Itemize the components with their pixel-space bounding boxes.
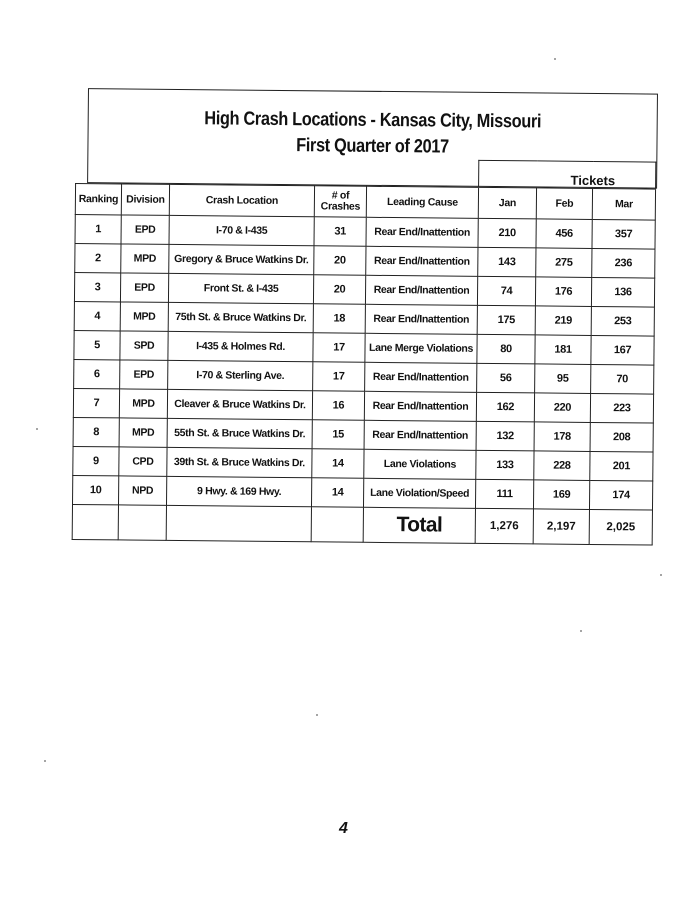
cell-mar: 136: [591, 277, 654, 307]
col-header-feb: Feb: [536, 188, 592, 220]
crashes-header-line2: Crashes: [320, 200, 361, 213]
cell-location: I-70 & Sterling Ave.: [168, 360, 313, 390]
cell-feb: 178: [534, 422, 590, 452]
cell-crashes: 17: [313, 362, 365, 391]
cell-cause: Rear End/Inattention: [365, 362, 477, 392]
cell-crashes: 20: [314, 246, 366, 275]
cell-location: I-70 & I-435: [169, 215, 314, 245]
cell-mar: 223: [590, 393, 653, 423]
col-header-cause: Leading Cause: [366, 186, 478, 218]
total-jan: 1,276: [475, 508, 533, 544]
cell-division: NPD: [118, 476, 166, 505]
cell-crashes: 17: [313, 333, 365, 362]
cell-crashes: 18: [313, 304, 365, 333]
crash-report-document: [72, 88, 658, 556]
cell-division: EPD: [120, 360, 168, 389]
cell-cause: Rear End/Inattention: [366, 217, 478, 247]
cell-mar: 70: [591, 364, 654, 394]
cell-rank: 1: [75, 214, 121, 243]
scan-speck: [316, 714, 318, 716]
scan-speck: [554, 58, 556, 60]
cell-rank: 5: [74, 330, 120, 359]
cell-location: Gregory & Bruce Watkins Dr.: [169, 244, 314, 274]
scan-speck: [44, 760, 46, 762]
cell-jan: 111: [475, 479, 533, 509]
cell-rank: 2: [75, 243, 121, 272]
scan-speck: [660, 574, 662, 576]
col-header-crashes: [314, 186, 366, 217]
cell-location: Front St. & I-435: [168, 273, 313, 303]
cell-mar: 208: [590, 422, 653, 452]
cell-mar: 357: [592, 219, 655, 249]
cell-mar: 167: [591, 335, 654, 365]
total-mar: 2,025: [589, 509, 652, 545]
cell-division: CPD: [119, 447, 167, 476]
cell-division: EPD: [120, 273, 168, 302]
cell-feb: 176: [535, 277, 591, 307]
cell-jan: 162: [476, 392, 534, 422]
cell-jan: 175: [477, 305, 535, 335]
col-header-ranking: Ranking: [75, 184, 121, 215]
crash-locations-table: [72, 156, 657, 546]
cell-jan: 80: [477, 334, 535, 364]
col-header-location: Crash Location: [169, 184, 314, 216]
cell-feb: 95: [535, 364, 591, 394]
cell-jan: 133: [476, 450, 534, 480]
cell-feb: 220: [534, 393, 590, 423]
cell-crashes: 16: [312, 391, 364, 420]
cell-rank: 9: [73, 446, 119, 475]
cell-feb: 219: [535, 306, 591, 336]
report-subtitle: First Quarter of 2017: [296, 135, 449, 158]
cell-rank: 7: [73, 388, 119, 417]
cell-division: MPD: [119, 418, 167, 447]
cell-cause: Rear End/Inattention: [365, 275, 477, 305]
crashes-header-line1: # of: [331, 189, 350, 202]
col-header-jan: Jan: [478, 187, 536, 219]
cell-division: SPD: [120, 331, 168, 360]
cell-jan: 143: [478, 247, 536, 277]
cell-cause: Rear End/Inattention: [366, 246, 478, 276]
cell-feb: 181: [535, 335, 591, 365]
cell-cause: Lane Violation/Speed: [363, 478, 475, 508]
cell-location: Cleaver & Bruce Watkins Dr.: [167, 389, 312, 419]
cell-mar: 253: [591, 306, 654, 336]
scan-speck: [580, 630, 582, 632]
cell-rank: 4: [74, 301, 120, 330]
cell-mar: 174: [589, 480, 652, 510]
cell-cause: Lane Merge Violations: [365, 333, 477, 363]
cell-rank: 6: [74, 359, 120, 388]
cell-division: MPD: [121, 244, 169, 273]
cell-location: I-435 & Holmes Rd.: [168, 331, 313, 361]
cell-cause: Rear End/Inattention: [364, 420, 476, 450]
cell-rank: 3: [74, 272, 120, 301]
cell-jan: 132: [476, 421, 534, 451]
report-title: High Crash Locations - Kansas City, Missouri: [204, 108, 542, 133]
cell-feb: 275: [536, 248, 592, 278]
scan-speck: [36, 428, 38, 430]
total-feb: 2,197: [533, 509, 589, 545]
cell-mar: 236: [592, 248, 655, 278]
total-label: Total: [363, 507, 475, 543]
cell-jan: 210: [478, 218, 536, 248]
cell-jan: 74: [477, 276, 535, 306]
cell-location: 75th St. & Bruce Watkins Dr.: [168, 302, 313, 332]
cell-crashes: 15: [312, 420, 364, 449]
cell-feb: 456: [536, 219, 592, 249]
cell-crashes: 20: [313, 275, 365, 304]
cell-mar: 201: [590, 451, 653, 481]
tickets-group-header: Tickets: [479, 160, 656, 189]
cell-rank: 8: [73, 417, 119, 446]
cell-crashes: 31: [314, 217, 366, 246]
cell-location: 55th St. & Bruce Watkins Dr.: [167, 418, 312, 448]
cell-cause: Rear End/Inattention: [365, 304, 477, 334]
total-row: [72, 504, 652, 545]
cell-cause: Rear End/Inattention: [364, 391, 476, 421]
col-header-mar: Mar: [592, 188, 655, 220]
cell-division: MPD: [119, 389, 167, 418]
cell-location: 39th St. & Bruce Watkins Dr.: [167, 447, 312, 477]
cell-crashes: 14: [312, 449, 364, 478]
cell-location: 9 Hwy. & 169 Hwy.: [166, 476, 311, 506]
table-body: [72, 214, 655, 545]
cell-cause: Lane Violations: [364, 449, 476, 479]
cell-division: EPD: [121, 215, 169, 244]
cell-jan: 56: [477, 363, 535, 393]
page-number: 4: [339, 820, 348, 837]
cell-rank: 10: [73, 475, 119, 504]
cell-division: MPD: [120, 302, 168, 331]
cell-crashes: 14: [311, 478, 363, 507]
cell-feb: 169: [533, 480, 589, 510]
col-header-division: Division: [121, 184, 169, 215]
cell-feb: 228: [534, 451, 590, 481]
